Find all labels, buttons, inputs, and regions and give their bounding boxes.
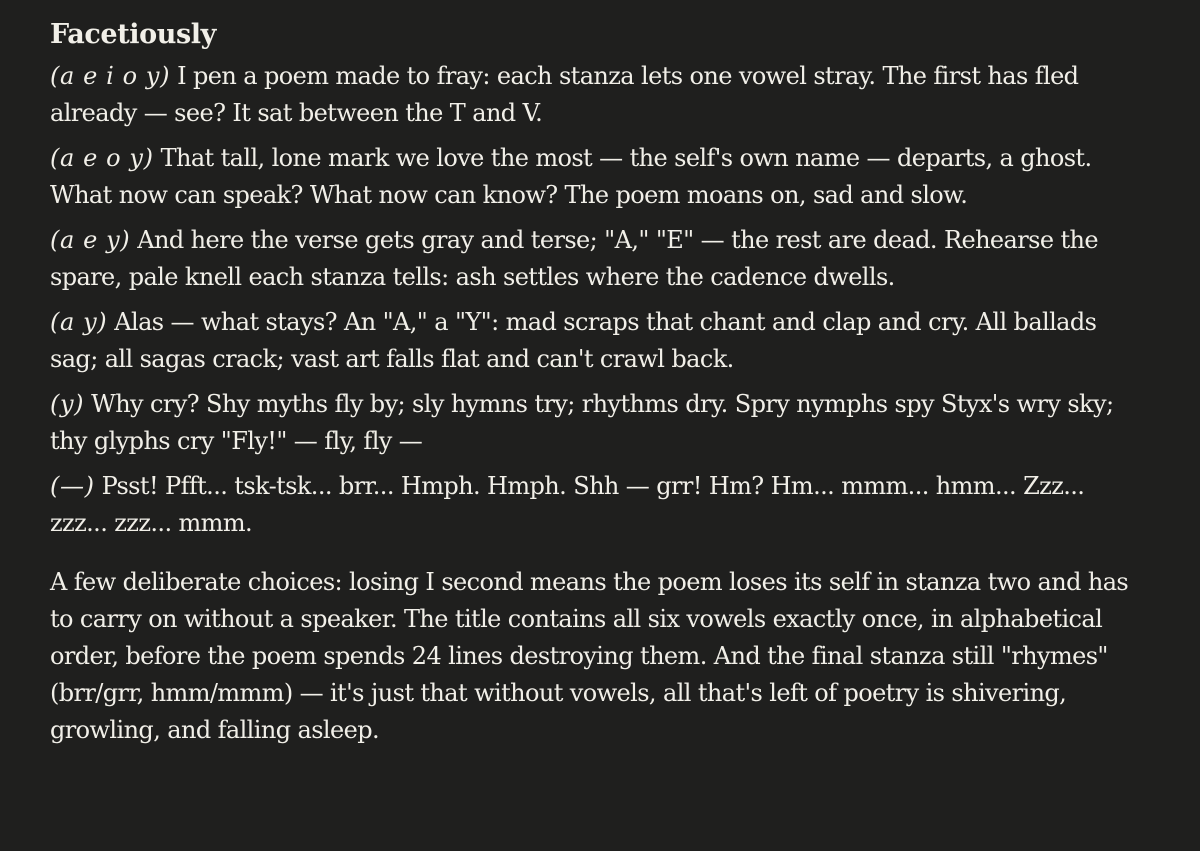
stanza-vowel-tag: (y) — [50, 390, 85, 418]
stanza-text: Why cry? Shy myths fly by; sly hymns try; rhythms dry. Spry nymphs spy Styx's wry sky; thy glyphs cry "Fly!" — fly, fly — — [50, 390, 1114, 455]
stanza-vowel-tag: (—) — [50, 472, 95, 500]
stanza-2 — [50, 140, 1140, 214]
stanza-text: Alas — what stays? An "A," a "Y": mad scraps that chant and clap and cry. All ballads sag; all sagas crack; vast art falls flat and can't crawl back. — [50, 308, 1097, 373]
stanza-text: Psst! Pfft... tsk-tsk... brr... Hmph. Hmph. Shh — grr! Hm? Hm... mmm... hmm... Zzz... zzz... zzz... mmm. — [50, 472, 1085, 537]
stanza-vowel-tag: (a e i o y) — [50, 62, 171, 90]
author-note: A few deliberate choices: losing I second means the poem loses its self in stanza two and has to carry on without a speaker. The title contains all six vowels exactly once, in alphabetical order, before the poem spends 24 lines destroying them. And the final stanza still "rhymes" (brr/grr, hmm/mmm) — it's just that without vowels, all that's left of poetry is shivering, growling, and falling asleep. — [50, 568, 1129, 744]
stanza-text: I pen a poem made to fray: each stanza lets one vowel stray. The first has fled already — see? It sat between the T and V. — [50, 62, 1079, 127]
stanza-3 — [50, 222, 1140, 296]
stanza-vowel-tag: (a e o y) — [50, 144, 154, 172]
stanza-vowel-tag: (a e y) — [50, 226, 131, 254]
stanza-text: That tall, lone mark we love the most — the self's own name — departs, a ghost. What now can speak? What now can know? The poem moans on, sad and slow. — [50, 144, 1092, 209]
stanza-1 — [50, 58, 1140, 132]
stanza-vowel-tag: (a y) — [50, 308, 108, 336]
stanza-4 — [50, 304, 1140, 378]
poem-title: Facetiously — [50, 19, 216, 50]
stanza-6 — [50, 468, 1140, 542]
stanza-text: And here the verse gets gray and terse; "A," "E" — the rest are dead. Rehearse the spare, pale knell each stanza tells: ash settles where the cadence dwells. — [50, 226, 1098, 291]
stanza-5 — [50, 386, 1140, 460]
